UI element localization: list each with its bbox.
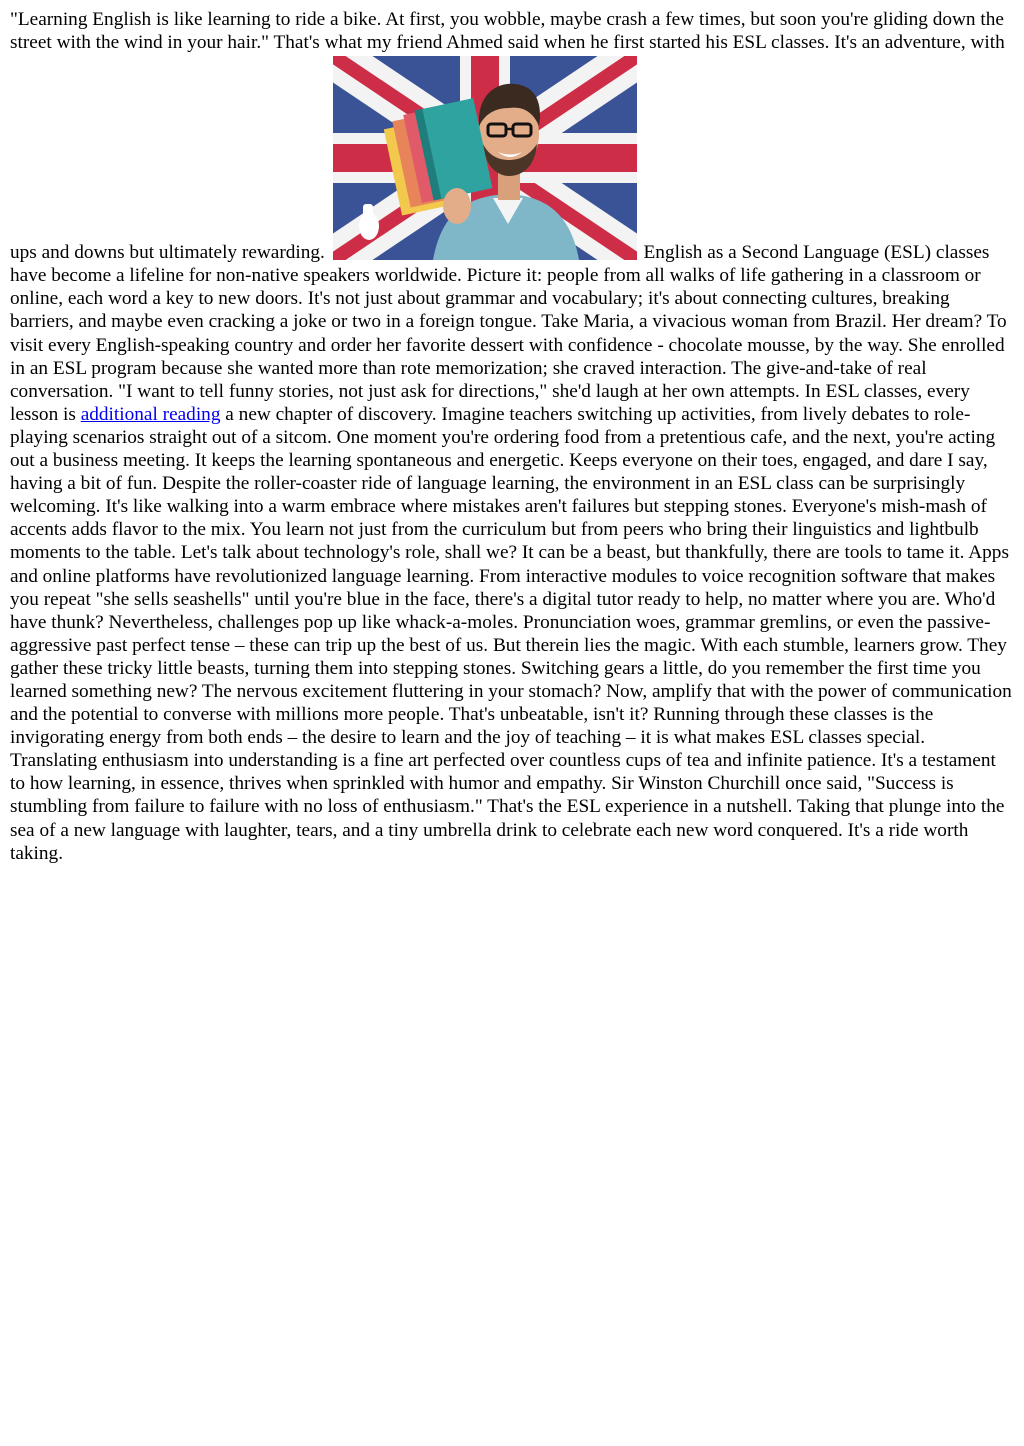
article-text-intro: "Learning English is like learning to ride a bike. At first, you wobble, maybe crash a few times, but soon you're gliding down the street with the wind in your hair." That's what my friend Ahmed said when he first started his ESL classes. It's an adventure, with ups and downs but ultimately rewarding. — [10, 9, 1005, 264]
article-text-main: English as a Second Language (ESL) classes have become a lifeline for non-native speakers worldwide. Picture it: people from all walks of life gathering in a classroom or online, each word a key to new doors. It's not just about grammar and vocabulary; it's about connecting cultures, breaking barriers, and maybe even cracking a joke or two in a foreign tongue. Take Maria, a vivacious woman from Brazil. Her dream? To visit every English-speaking country and order her favorite dessert with confidence - chocolate mousse, by the way. She enrolled in an ESL program because she wanted more than rote memorization; she craved interaction. The give-and-take of real conversation. "I want to tell funny stories, not just ask for directions," she'd laugh at her own attempts. In ESL classes, every lesson is — [10, 242, 1007, 425]
hero-photo — [333, 56, 637, 260]
additional-reading-link[interactable]: additional reading — [80, 403, 221, 425]
article-body — [10, 8, 1014, 865]
man-with-books-flag-icon — [333, 56, 637, 260]
article-text-rest: a new chapter of discovery. Imagine teachers switching up activities, from lively debates to role-playing scenarios straight out of a sitcom. One moment you're ordering food from a pretentious cafe, and the next, you're acting out a business meeting. It keeps the learning spontaneous and energetic. Keeps everyone on their toes, engaged, and dare I say, having a bit of fun. Despite the roller-coaster ride of language learning, the environment in an ESL class can be surprisingly welcoming. It's like walking into a warm embrace where mistakes aren't failures but stepping stones. Everyone's mish-mash of accents adds flavor to the mix. You learn not just from the curriculum but from peers who bring their linguistics and lightbulb moments to the table. Let's talk about technology's role, shall we? It can be a beast, but thankfully, there are tools to tame it. Apps and online platforms have revolutionized language learning. From interactive modules to voice recognition software that makes you repeat "she sells seashells" until you're blue in the face, there's a digital tutor ready to help, no matter where you are. Who'd have thunk? Nevertheless, challenges pop up like whack-a-moles. Pronunciation woes, grammar gremlins, or even the passive-aggressive past perfect tense – these can trip up the best of us. But therein lies the magic. With each stumble, learners grow. They gather these tricky little beasts, turning them into stepping stones. Switching gears a little, do you remember the first time you learned something new? The nervous excitement fluttering in your stomach? Now, amplify that with the power of communication and the potential to converse with millions more people. That's unbeatable, isn't it? Running through these classes is the invigorating energy from both ends – the desire to learn and the joy of teaching – it is what makes ESL classes special. Translating enthusiasm into understanding is a fine art perfected over countless cups of tea and infinite patience. It's a testament to how learning, in essence, thrives when sprinkled with humor and empathy. Sir Winston Churchill once said, "Success is stumbling from failure to failure with no loss of enthusiasm." That's the ESL experience in a nutshell. Taking that plunge into the sea of a new language with laughter, tears, and a tiny umbrella drink to celebrate each new word conquered. It's a ride worth taking. — [10, 403, 1012, 864]
